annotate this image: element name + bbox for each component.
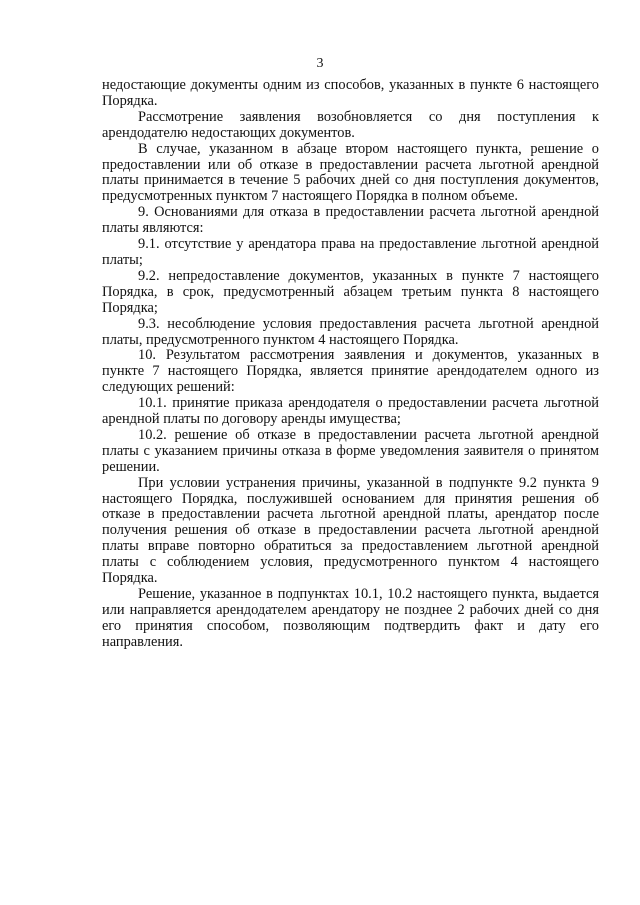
paragraph: Рассмотрение заявления возобновляется со дня поступления к арендодателю недостающих документов. [102,108,599,141]
paragraph: 9.1. отсутствие у арендатора права на предоставление льготной арендной платы; [102,236,599,268]
paragraph: 10. Результатом рассмотрения заявления и документов, указанных в пункте 7 настоящего Порядка, является принятие арендодателем одного из следующих решений: [102,347,599,396]
paragraph: 9. Основаниями для отказа в предоставлении расчета льготной арендной платы являются: [102,204,599,237]
paragraph: 9.2. непредоставление документов, указанных в пункте 7 настоящего Порядка, в срок, предусмотренный абзацем третьим пункта 8 настоящего Порядка; [102,267,599,316]
page-number: 3 [316,56,324,71]
paragraph: 10.2. решение об отказе в предоставлении расчета льготной арендной платы с указанием причины отказа в форме уведомления заявителя о принятом решении. [102,426,599,475]
paragraph: В случае, указанном в абзаце втором настоящего пункта, решение о предоставлении или об отказе в предоставлении расчета льготной арендной платы принимается в течение 5 рабочих дней со дня поступления документов, предусмотренных пунктом 7 настоящего Порядка в полном объеме. [102,140,599,205]
paragraph: Решение, указанное в подпунктах 10.1, 10.2 настоящего пункта, выдается или направляется арендодателем арендатору не позднее 2 рабочих дней со дня его принятия способом, позволяющим подтвердить факт и дату его направления. [102,586,599,650]
paragraph: недостающие документы одним из способов, указанных в пункте 6 настоящего Порядка. [102,77,599,109]
paragraph: 9.3. несоблюдение условия предоставления расчета льготной арендной платы, предусмотренного пунктом 4 настоящего Порядка. [102,315,599,348]
paragraph: При условии устранения причины, указанной в подпункте 9.2 пункта 9 настоящего Порядка, послужившей основанием для принятия решения об отказе в предоставлении расчета льготной арендной платы, арендатор после получения решения об отказе в предоставлении расчета льготной арендной платы вправе повторно обратиться за предоставлением льготной арендной платы с соблюдением условия, предусмотренного пунктом 4 настоящего Порядка. [102,474,599,587]
document-body [102,78,599,651]
paragraph: 10.1. принятие приказа арендодателя о предоставлении расчета льготной арендной платы по договору аренды имущества; [102,395,599,428]
